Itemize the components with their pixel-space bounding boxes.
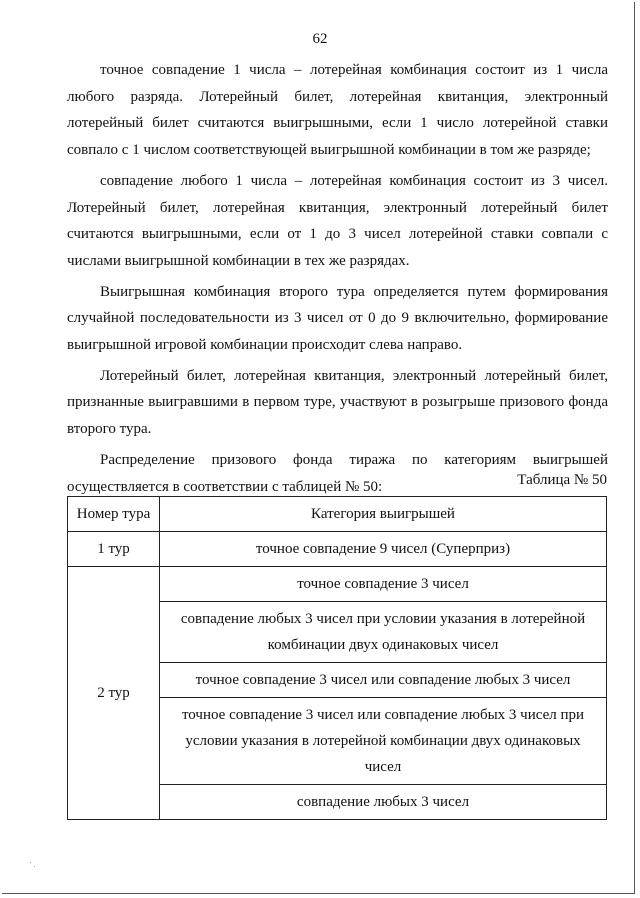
prize-category-table	[67, 496, 607, 820]
paragraph-any-match-one: совпадение любого 1 числа – лотерейная комбинация состоит из 3 чисел. Лотерейный билет, лотерейная квитанция, электронный лотерейный билет считаются выигрышными, если от 1 до 3 чисел лотерейной ставки совпали с числами выигрышной комбинации в тех же разрядах.	[67, 172, 608, 269]
table-row	[68, 532, 607, 567]
header-round: Номер тура	[68, 497, 160, 532]
category-cell: точное совпадение 9 чисел (Суперприз)	[160, 532, 607, 567]
paragraph-second-round-combination: Выигрышная комбинация второго тура определяется путем формирования случайной последовательности из 3 чисел от 0 до 9 включительно, формирование выигрышной игровой комбинации происходит слева направо.	[67, 283, 608, 354]
table-row	[68, 567, 607, 602]
page-number: 62	[312, 31, 328, 47]
paragraph-exact-match-one: точное совпадение 1 числа – лотерейная комбинация состоит из 1 числа любого разряда. Лотерейный билет, лотерейная квитанция, электронный лотерейный билет считаются выигрышными, если 1 число лотерейной ставки совпало с 1 числом соответствующей выигрышной комбинации в том же разряде;	[67, 62, 608, 159]
paragraph-prize-distribution: Распределение призового фонда тиража по категориям выигрышей осуществляется в соответствии с таблицей № 50:	[67, 451, 608, 495]
round-cell: 1 тур	[68, 532, 160, 567]
category-cell: совпадение любых 3 чисел	[160, 785, 607, 820]
scan-speck	[34, 866, 35, 867]
paragraph-first-round-winners: Лотерейный билет, лотерейная квитанция, электронный лотерейный билет, признанные выигравшими в первом туре, участвуют в розыгрыше призового фонда второго тура.	[67, 367, 608, 438]
round-cell: 2 тур	[68, 567, 160, 820]
category-cell: совпадение любых 3 чисел при условии указания в лотерейной комбинации двух одинаковых чисел	[160, 602, 607, 663]
category-cell: точное совпадение 3 чисел	[160, 567, 607, 602]
scan-speck	[30, 862, 31, 863]
header-category: Категория выигрышей	[160, 497, 607, 532]
body-text	[67, 57, 608, 504]
category-cell: точное совпадение 3 чисел или совпадение любых 3 чисел	[160, 663, 607, 698]
table-caption: Таблица № 50	[517, 472, 607, 488]
category-cell: точное совпадение 3 чисел или совпадение любых 3 чисел при условии указания в лотерейной комбинации двух одинаковых чисел	[160, 698, 607, 785]
table-header-row	[68, 497, 607, 532]
